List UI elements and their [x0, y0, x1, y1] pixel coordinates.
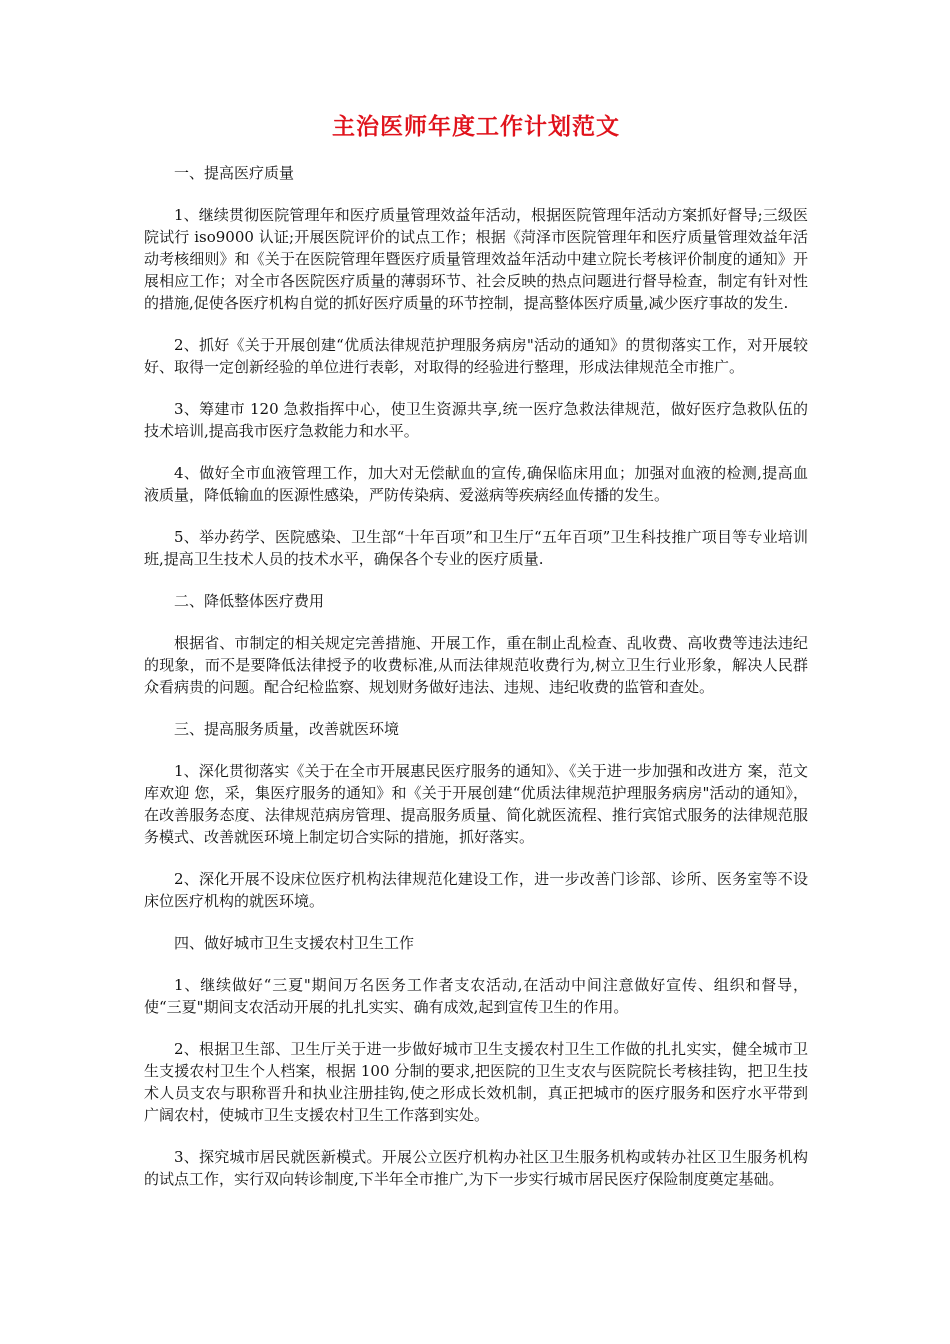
paragraph: 1、继续贯彻医院管理年和医疗质量管理效益年活动，根据医院管理年活动方案抓好督导;三级医院试行 iso9000 认证;开展医院评价的试点工作；根据《菏泽市医院管理年和医疗质量管理效益年活动考核细则》和《关于在医院管理年暨医疗质量管理效益年活动中建立院长考核评价制度的通知》开展相应工作；对全市各医院医疗质量的薄弱环节、社会反映的热点问题进行督导检查，制定有针对性的措施,促使各医疗机构自觉的抓好医疗质量的环节控制，提高整体医疗质量,减少医疗事故的发生. — [144, 206, 808, 312]
document-content — [144, 112, 808, 1210]
paragraph: 4、做好全市血液管理工作，加大对无偿献血的宣传,确保临床用血；加强对血液的检测,提高血液质量，降低输血的医源性感染，严防传染病、爱滋病等疾病经血传播的发生。 — [144, 464, 808, 504]
section-heading-1: 一、提高医疗质量 — [174, 164, 295, 182]
paragraph: 2、抓好《关于开展创建“优质法律规范护理服务病房"活动的通知》的贯彻落实工作，对开展较好、取得一定创新经验的单位进行表彰，对取得的经验进行整理，形成法律规范全市推广。 — [144, 336, 808, 376]
paragraph: 根据省、市制定的相关规定完善措施、开展工作，重在制止乱检查、乱收费、高收费等违法违纪的现象，而不是要降低法律授予的收费标准,从而法律规范收费行为,树立卫生行业形象，解决人民群众看病贵的问题。配合纪检监察、规划财务做好违法、违规、违纪收费的监管和查处。 — [144, 634, 808, 696]
section-heading-4: 四、做好城市卫生支援农村卫生工作 — [174, 934, 415, 952]
paragraph: 2、根据卫生部、卫生厅关于进一步做好城市卫生支援农村卫生工作做的扎扎实实，健全城市卫生支援农村卫生个人档案，根据 100 分制的要求,把医院的卫生支农与医院院长考核挂钩，把卫生技术人员支农与职称晋升和执业注册挂钩,使之形成长效机制，真正把城市的医疗服务和医疗水平带到广阔农村，使城市卫生支援农村卫生工作落到实处。 — [144, 1040, 808, 1124]
paragraph: 5、举办药学、医院感染、卫生部“十年百项”和卫生厅“五年百项”卫生科技推广项目等专业培训班,提高卫生技术人员的技术水平，确保各个专业的医疗质量. — [144, 528, 808, 568]
section-heading-3: 三、提高服务质量，改善就医环境 — [174, 720, 400, 738]
paragraph: 3、探究城市居民就医新模式。开展公立医疗机构办社区卫生服务机构或转办社区卫生服务机构的试点工作，实行双向转诊制度,下半年全市推广,为下一步实行城市居民医疗保险制度奠定基础。 — [144, 1148, 808, 1188]
paragraph: 1、深化贯彻落实《关于在全市开展惠民医疗服务的通知》、《关于进一步加强和改进方 案，范文库欢迎 您，采，集医疗服务的通知》和《关于开展创建“优质法律规范护理服务病房"活动的通知》，在改善服务态度、法律规范病房管理、提高服务质量、简化就医流程、推行宾馆式服务的法律规范服务模式、改善就医环境上制定切合实际的措施，抓好落实。 — [144, 762, 808, 846]
document-title: 主治医师年度工作计划范文 — [332, 113, 620, 140]
paragraph: 1、继续做好“三夏"期间万名医务工作者支农活动,在活动中间注意做好宣传、组织和督导，使“三夏"期间支农活动开展的扎扎实实、确有成效,起到宣传卫生的作用。 — [144, 976, 808, 1016]
section-heading-2: 二、降低整体医疗费用 — [174, 592, 325, 610]
paragraph: 2、深化开展不设床位医疗机构法律规范化建设工作，进一步改善门诊部、诊所、医务室等不设床位医疗机构的就医环境。 — [144, 870, 808, 910]
paragraph: 3、筹建市 120 急救指挥中心，使卫生资源共享,统一医疗急救法律规范，做好医疗急救队伍的技术培训,提高我市医疗急救能力和水平。 — [144, 400, 808, 440]
